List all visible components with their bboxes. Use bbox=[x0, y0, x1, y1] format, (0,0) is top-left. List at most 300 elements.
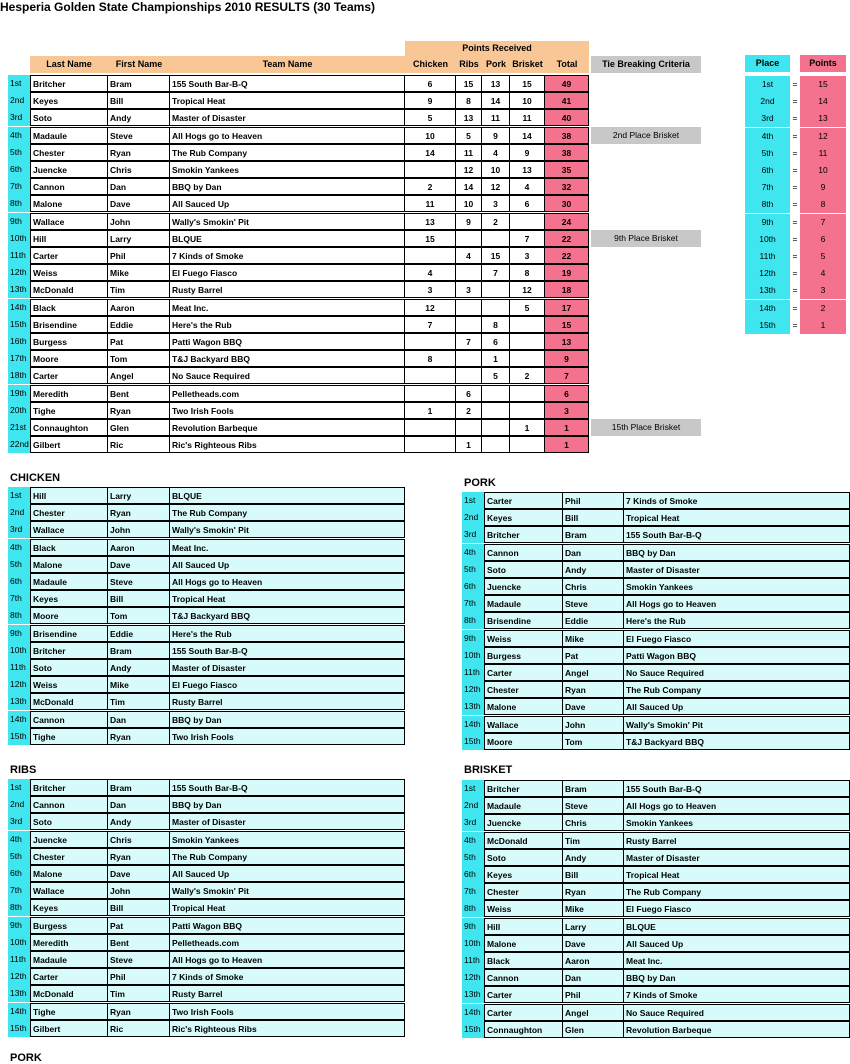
last-name-cell: Carter bbox=[484, 664, 563, 681]
place-cell: 14th bbox=[462, 1004, 484, 1021]
place-cell: 14th bbox=[8, 711, 30, 728]
pork-points-cell: 14 bbox=[482, 92, 510, 109]
last-name-cell: Burgess bbox=[30, 333, 108, 350]
brisket-points-cell bbox=[510, 213, 545, 230]
team-name-cell: Wally's Smokin' Pit bbox=[170, 213, 405, 230]
team-name-cell: Pelletheads.com bbox=[170, 385, 405, 402]
last-name-cell: Chester bbox=[30, 144, 108, 161]
pork-points-cell: 5 bbox=[482, 367, 510, 384]
team-name-cell: No Sauce Required bbox=[624, 664, 850, 681]
first-name-cell: Tim bbox=[108, 985, 170, 1002]
points-value: 6 bbox=[800, 231, 846, 248]
team-name-cell: All Sauced Up bbox=[170, 865, 405, 882]
last-name-cell: Keyes bbox=[30, 92, 108, 109]
place-cell: 9th bbox=[462, 918, 484, 935]
first-name-cell: Chris bbox=[563, 814, 624, 831]
first-name-cell: Ric bbox=[108, 436, 170, 453]
tie-breaker-cell bbox=[591, 316, 701, 333]
last-name-cell: Carter bbox=[30, 247, 108, 264]
team-name-cell: Tropical Heat bbox=[170, 899, 405, 916]
place-cell: 11th bbox=[8, 659, 30, 676]
pork-title: PORK bbox=[464, 477, 496, 489]
equals-sign: = bbox=[792, 233, 798, 244]
place-cell: 6th bbox=[462, 866, 484, 883]
first-name-cell: Tom bbox=[563, 733, 624, 750]
place-cell: 11th bbox=[462, 952, 484, 969]
ribs-points-cell bbox=[456, 230, 482, 247]
equals-sign: = bbox=[792, 113, 798, 124]
last-name-cell: Meredith bbox=[30, 385, 108, 402]
place-cell: 8th bbox=[462, 612, 484, 629]
place-cell: 6th bbox=[8, 573, 30, 590]
chicken-points-cell: 4 bbox=[405, 264, 456, 281]
last-name-cell: Juencke bbox=[484, 578, 563, 595]
ribs-points-cell: 6 bbox=[456, 385, 482, 402]
points-value: 14 bbox=[800, 93, 846, 110]
place-cell: 17th bbox=[8, 350, 30, 367]
team-name-cell: 7 Kinds of Smoke bbox=[170, 968, 405, 985]
place-points-row bbox=[745, 196, 846, 213]
pork-points-cell: 7 bbox=[482, 264, 510, 281]
first-name-cell: Ryan bbox=[108, 402, 170, 419]
team-name-cell: El Fuego Fiasco bbox=[624, 900, 850, 917]
first-name-cell: Phil bbox=[108, 247, 170, 264]
team-name-cell: All Sauced Up bbox=[170, 195, 405, 212]
last-name-cell: Malone bbox=[484, 698, 563, 715]
place-points-row bbox=[745, 300, 846, 317]
last-name-cell: Wallace bbox=[30, 213, 108, 230]
first-name-cell: Bill bbox=[108, 590, 170, 607]
chicken-points-cell: 7 bbox=[405, 316, 456, 333]
pork-points-cell bbox=[482, 299, 510, 316]
first-name-cell: Bent bbox=[108, 934, 170, 951]
team-name-cell: The Rub Company bbox=[170, 504, 405, 521]
place-value: 9th bbox=[745, 214, 790, 231]
first-name-cell: Bent bbox=[108, 385, 170, 402]
place-cell: 10th bbox=[8, 934, 30, 951]
ribs-points-cell: 5 bbox=[456, 127, 482, 144]
first-name-cell: Glen bbox=[563, 1021, 624, 1038]
last-name-cell: Madaule bbox=[30, 573, 108, 590]
last-name-cell: Weiss bbox=[484, 630, 563, 647]
last-name-cell: Carter bbox=[484, 986, 563, 1003]
team-name-cell: Patti Wagon BBQ bbox=[624, 647, 850, 664]
chicken-points-cell bbox=[405, 333, 456, 350]
ribs-points-cell: 15 bbox=[456, 75, 482, 92]
equals-sign: = bbox=[792, 319, 798, 330]
team-name-cell: T&J Backyard BBQ bbox=[170, 607, 405, 624]
pork-points-cell: 3 bbox=[482, 195, 510, 212]
first-name-cell: Bill bbox=[563, 866, 624, 883]
place-cell: 4th bbox=[462, 832, 484, 849]
team-name-cell: El Fuego Fiasco bbox=[170, 264, 405, 281]
first-name-cell: Ryan bbox=[108, 728, 170, 745]
brisket-points-cell: 3 bbox=[510, 247, 545, 264]
place-cell: 6th bbox=[462, 578, 484, 595]
place-cell: 4th bbox=[8, 127, 30, 144]
pork-points-cell: 15 bbox=[482, 247, 510, 264]
first-name-cell: Phil bbox=[563, 986, 624, 1003]
first-name-cell: Angel bbox=[563, 1004, 624, 1021]
last-name-cell: Soto bbox=[30, 813, 108, 830]
last-name-cell: Cannon bbox=[484, 969, 563, 986]
brisket-points-cell bbox=[510, 385, 545, 402]
first-name-cell: Eddie bbox=[563, 612, 624, 629]
team-name-cell: BBQ by Dan bbox=[170, 178, 405, 195]
first-name-cell: Eddie bbox=[108, 316, 170, 333]
points-value: 12 bbox=[800, 128, 846, 145]
ribs-points-cell: 12 bbox=[456, 161, 482, 178]
pork-points-cell: 11 bbox=[482, 109, 510, 126]
place-cell: 3rd bbox=[462, 814, 484, 831]
pork-points-cell bbox=[482, 402, 510, 419]
place-cell: 7th bbox=[462, 883, 484, 900]
first-name-cell: Glen bbox=[108, 419, 170, 436]
page-title: Hesperia Golden State Championships 2010 RESULTS (30 Teams) bbox=[0, 0, 375, 14]
place-cell: 13th bbox=[8, 693, 30, 710]
equals-sign: = bbox=[792, 216, 798, 227]
chicken-title: CHICKEN bbox=[10, 472, 61, 484]
tie-breaker-cell bbox=[591, 264, 701, 281]
team-name-cell: Master of Disaster bbox=[170, 109, 405, 126]
brisket-points-cell bbox=[510, 316, 545, 333]
chicken-points-cell: 3 bbox=[405, 281, 456, 298]
place-cell: 5th bbox=[8, 144, 30, 161]
place-cell: 8th bbox=[462, 900, 484, 917]
first-name-cell: Dave bbox=[108, 556, 170, 573]
tie-breaking-header: Tie Breaking Criteria bbox=[591, 56, 701, 73]
team-name-cell: All Hogs go to Heaven bbox=[624, 797, 850, 814]
last-name-cell: Britcher bbox=[484, 526, 563, 543]
place-cell: 15th bbox=[8, 728, 30, 745]
last-name-cell: Malone bbox=[484, 935, 563, 952]
team-name-cell: The Rub Company bbox=[624, 883, 850, 900]
ribs-points-cell bbox=[456, 350, 482, 367]
place-cell: 4th bbox=[8, 539, 30, 556]
team-name-cell: BBQ by Dan bbox=[170, 711, 405, 728]
place-cell: 12th bbox=[462, 969, 484, 986]
tie-breaker-cell: 9th Place Brisket bbox=[591, 230, 701, 247]
ribs-points-cell: 10 bbox=[456, 195, 482, 212]
last-name-cell: Connaughton bbox=[30, 419, 108, 436]
ribs-points-cell: 11 bbox=[456, 144, 482, 161]
team-name-cell: Ric's Righteous Ribs bbox=[170, 436, 405, 453]
place-value: 12th bbox=[745, 265, 790, 282]
equals-sign: = bbox=[792, 79, 798, 89]
team-name-cell: All Hogs go to Heaven bbox=[170, 573, 405, 590]
first-name-cell: Andy bbox=[108, 659, 170, 676]
chicken-points-cell bbox=[405, 161, 456, 178]
place-points-row bbox=[745, 162, 846, 179]
tie-breaker-cell bbox=[591, 436, 701, 453]
last-name-cell: Hill bbox=[484, 918, 563, 935]
chicken-points-cell bbox=[405, 367, 456, 384]
ribs-points-cell bbox=[456, 264, 482, 281]
last-name-cell: Juencke bbox=[30, 161, 108, 178]
team-name-cell: All Hogs go to Heaven bbox=[624, 595, 850, 612]
place-value: 6th bbox=[745, 162, 790, 179]
tie-breaker-cell bbox=[591, 367, 701, 384]
ribs-points-cell: 1 bbox=[456, 436, 482, 453]
place-header: Place bbox=[745, 55, 790, 72]
team-name-cell: Smokin Yankees bbox=[624, 814, 850, 831]
place-cell: 1st bbox=[8, 487, 30, 504]
first-name-cell: Dave bbox=[563, 698, 624, 715]
last-name-cell: Britcher bbox=[484, 780, 563, 797]
last-name-cell: Malone bbox=[30, 865, 108, 882]
first-name-cell: Larry bbox=[108, 487, 170, 504]
place-cell: 5th bbox=[462, 561, 484, 578]
place-points-row bbox=[745, 317, 846, 334]
first-name-cell: Larry bbox=[108, 230, 170, 247]
last-name-cell: Madaule bbox=[30, 951, 108, 968]
team-name-cell: Master of Disaster bbox=[170, 813, 405, 830]
place-cell: 3rd bbox=[462, 526, 484, 543]
team-name-cell: Wally's Smokin' Pit bbox=[170, 882, 405, 899]
chicken-points-cell bbox=[405, 247, 456, 264]
total-points-cell: 3 bbox=[545, 402, 589, 419]
team-name-header: Team Name bbox=[170, 56, 405, 73]
place-cell: 22nd bbox=[8, 436, 30, 453]
team-name-cell: 155 South Bar-B-Q bbox=[624, 526, 850, 543]
first-name-cell: Phil bbox=[563, 492, 624, 509]
brisket-points-cell bbox=[510, 333, 545, 350]
first-name-cell: Tim bbox=[563, 832, 624, 849]
last-name-cell: Madaule bbox=[484, 595, 563, 612]
total-points-cell: 24 bbox=[545, 213, 589, 230]
place-points-row bbox=[745, 248, 846, 265]
brisket-points-cell: 13 bbox=[510, 161, 545, 178]
place-points-row bbox=[745, 231, 846, 248]
last-name-cell: Connaughton bbox=[484, 1021, 563, 1038]
team-name-cell: Master of Disaster bbox=[624, 849, 850, 866]
last-name-cell: Moore bbox=[30, 350, 108, 367]
brisket-points-cell: 4 bbox=[510, 178, 545, 195]
first-name-cell: Bram bbox=[108, 779, 170, 796]
place-cell: 7th bbox=[8, 590, 30, 607]
place-cell: 2nd bbox=[462, 797, 484, 814]
last-name-cell: Brisendine bbox=[30, 316, 108, 333]
team-name-cell: Master of Disaster bbox=[170, 659, 405, 676]
ribs-points-cell: 2 bbox=[456, 402, 482, 419]
brisket-points-cell: 15 bbox=[510, 75, 545, 92]
last-name-cell: Hill bbox=[30, 487, 108, 504]
total-points-cell: 1 bbox=[545, 419, 589, 436]
first-name-cell: Mike bbox=[563, 630, 624, 647]
team-name-cell: BLQUE bbox=[170, 230, 405, 247]
total-points-cell: 22 bbox=[545, 230, 589, 247]
team-name-cell: 7 Kinds of Smoke bbox=[170, 247, 405, 264]
first-name-cell: Tim bbox=[108, 281, 170, 298]
total-points-cell: 9 bbox=[545, 350, 589, 367]
place-points-row bbox=[745, 265, 846, 282]
tie-breaker-cell bbox=[591, 333, 701, 350]
team-name-cell: All Sauced Up bbox=[170, 556, 405, 573]
last-name-cell: Keyes bbox=[30, 899, 108, 916]
first-name-cell: Eddie bbox=[108, 625, 170, 642]
place-cell: 2nd bbox=[8, 796, 30, 813]
place-cell: 20th bbox=[8, 402, 30, 419]
pork-points-cell bbox=[482, 419, 510, 436]
first-name-cell: Dan bbox=[563, 969, 624, 986]
place-cell: 18th bbox=[8, 367, 30, 384]
last-name-cell: Meredith bbox=[30, 934, 108, 951]
first-name-cell: Mike bbox=[108, 264, 170, 281]
team-name-cell: Wally's Smokin' Pit bbox=[170, 521, 405, 538]
place-points-row bbox=[745, 110, 846, 127]
first-name-cell: Dan bbox=[563, 544, 624, 561]
last-name-header: Last Name bbox=[30, 56, 108, 73]
first-name-cell: Bram bbox=[563, 526, 624, 543]
first-name-cell: Ryan bbox=[108, 848, 170, 865]
tie-breaker-cell bbox=[591, 178, 701, 195]
first-name-cell: Dan bbox=[108, 711, 170, 728]
brisket-points-cell: 2 bbox=[510, 367, 545, 384]
team-name-cell: BBQ by Dan bbox=[624, 544, 850, 561]
chicken-points-cell: 15 bbox=[405, 230, 456, 247]
first-name-cell: Ryan bbox=[108, 504, 170, 521]
total-points-cell: 7 bbox=[545, 367, 589, 384]
first-name-cell: Chris bbox=[108, 831, 170, 848]
tie-breaker-cell bbox=[591, 350, 701, 367]
place-cell: 3rd bbox=[8, 813, 30, 830]
last-name-cell: Soto bbox=[30, 109, 108, 126]
first-name-cell: Dave bbox=[108, 865, 170, 882]
place-cell: 15th bbox=[462, 1021, 484, 1038]
first-name-cell: Aaron bbox=[563, 952, 624, 969]
brisket-points-cell: 14 bbox=[510, 127, 545, 144]
place-cell: 10th bbox=[462, 935, 484, 952]
last-name-cell: Britcher bbox=[30, 779, 108, 796]
place-cell: 15th bbox=[462, 733, 484, 750]
team-name-cell: The Rub Company bbox=[170, 848, 405, 865]
points-value: 7 bbox=[800, 214, 846, 231]
brisket-points-cell: 8 bbox=[510, 264, 545, 281]
chicken-points-cell: 13 bbox=[405, 213, 456, 230]
pork-points-cell bbox=[482, 436, 510, 453]
points-value: 2 bbox=[800, 300, 846, 317]
total-points-cell: 15 bbox=[545, 316, 589, 333]
place-cell: 9th bbox=[462, 630, 484, 647]
team-name-cell: The Rub Company bbox=[170, 144, 405, 161]
first-name-cell: Chris bbox=[563, 578, 624, 595]
first-name-cell: Andy bbox=[563, 849, 624, 866]
place-cell: 15th bbox=[8, 316, 30, 333]
equals-sign: = bbox=[792, 251, 798, 261]
place-cell: 3rd bbox=[8, 109, 30, 126]
last-name-cell: Carter bbox=[484, 492, 563, 509]
first-name-cell: Dave bbox=[563, 935, 624, 952]
points-value: 5 bbox=[800, 248, 846, 265]
first-name-cell: Steve bbox=[108, 573, 170, 590]
ribs-points-cell: 4 bbox=[456, 247, 482, 264]
chicken-header: Chicken bbox=[405, 56, 456, 73]
last-name-cell: McDonald bbox=[30, 281, 108, 298]
last-name-cell: Cannon bbox=[30, 796, 108, 813]
last-name-cell: Chester bbox=[484, 681, 563, 698]
place-cell: 2nd bbox=[8, 504, 30, 521]
chicken-points-cell bbox=[405, 385, 456, 402]
team-name-cell: Two Irish Fools bbox=[170, 728, 405, 745]
total-points-cell: 35 bbox=[545, 161, 589, 178]
place-cell: 11th bbox=[8, 951, 30, 968]
chicken-points-cell bbox=[405, 436, 456, 453]
place-cell: 12th bbox=[462, 681, 484, 698]
last-name-cell: Moore bbox=[484, 733, 563, 750]
place-points-row bbox=[745, 282, 846, 299]
first-name-cell: Bram bbox=[108, 75, 170, 92]
first-name-cell: John bbox=[563, 716, 624, 733]
first-name-cell: Pat bbox=[108, 917, 170, 934]
chicken-points-cell: 1 bbox=[405, 402, 456, 419]
brisket-points-cell: 5 bbox=[510, 299, 545, 316]
first-name-cell: Steve bbox=[563, 595, 624, 612]
last-name-cell: Madaule bbox=[484, 797, 563, 814]
last-name-cell: Gilbert bbox=[30, 1020, 108, 1037]
place-cell: 13th bbox=[462, 698, 484, 715]
team-name-cell: Here's the Rub bbox=[170, 625, 405, 642]
team-name-cell: Ric's Righteous Ribs bbox=[170, 1020, 405, 1037]
tie-breaker-cell bbox=[591, 281, 701, 298]
pork-points-cell: 1 bbox=[482, 350, 510, 367]
chicken-points-cell: 6 bbox=[405, 75, 456, 92]
place-cell: 10th bbox=[8, 230, 30, 247]
place-value: 2nd bbox=[745, 93, 790, 110]
place-cell: 12th bbox=[8, 968, 30, 985]
tie-breaker-cell bbox=[591, 195, 701, 212]
first-name-cell: Pat bbox=[108, 333, 170, 350]
total-points-cell: 40 bbox=[545, 109, 589, 126]
last-name-cell: Chester bbox=[30, 848, 108, 865]
last-name-cell: Madaule bbox=[30, 127, 108, 144]
team-name-cell: No Sauce Required bbox=[170, 367, 405, 384]
team-name-cell: Tropical Heat bbox=[170, 590, 405, 607]
place-cell: 11th bbox=[462, 664, 484, 681]
team-name-cell: 155 South Bar-B-Q bbox=[170, 779, 405, 796]
total-points-cell: 19 bbox=[545, 264, 589, 281]
first-name-cell: Andy bbox=[563, 561, 624, 578]
tie-breaker-cell bbox=[591, 75, 701, 92]
team-name-cell: BBQ by Dan bbox=[624, 969, 850, 986]
first-name-cell: Phil bbox=[108, 968, 170, 985]
last-name-cell: Carter bbox=[30, 367, 108, 384]
team-name-cell: Pelletheads.com bbox=[170, 934, 405, 951]
place-cell: 5th bbox=[8, 848, 30, 865]
last-name-cell: Weiss bbox=[30, 264, 108, 281]
last-name-cell: Keyes bbox=[484, 509, 563, 526]
tie-breaker-cell bbox=[591, 144, 701, 161]
team-name-cell: Rusty Barrel bbox=[170, 281, 405, 298]
team-name-cell: El Fuego Fiasco bbox=[624, 630, 850, 647]
last-name-cell: Brisendine bbox=[484, 612, 563, 629]
place-cell: 9th bbox=[8, 917, 30, 934]
place-value: 15th bbox=[745, 317, 790, 334]
place-cell: 11th bbox=[8, 247, 30, 264]
brisket-points-cell: 1 bbox=[510, 419, 545, 436]
team-name-cell: Meat Inc. bbox=[170, 539, 405, 556]
place-cell: 5th bbox=[462, 849, 484, 866]
last-name-cell: Tighe bbox=[30, 1003, 108, 1020]
brisket-points-cell bbox=[510, 402, 545, 419]
last-name-cell: Gilbert bbox=[30, 436, 108, 453]
brisket-title: BRISKET bbox=[464, 764, 513, 776]
pork-points-cell bbox=[482, 230, 510, 247]
first-name-cell: Steve bbox=[108, 127, 170, 144]
team-name-cell: T&J Backyard BBQ bbox=[624, 733, 850, 750]
place-cell: 7th bbox=[8, 882, 30, 899]
place-value: 7th bbox=[745, 179, 790, 196]
team-name-cell: Meat Inc. bbox=[170, 299, 405, 316]
